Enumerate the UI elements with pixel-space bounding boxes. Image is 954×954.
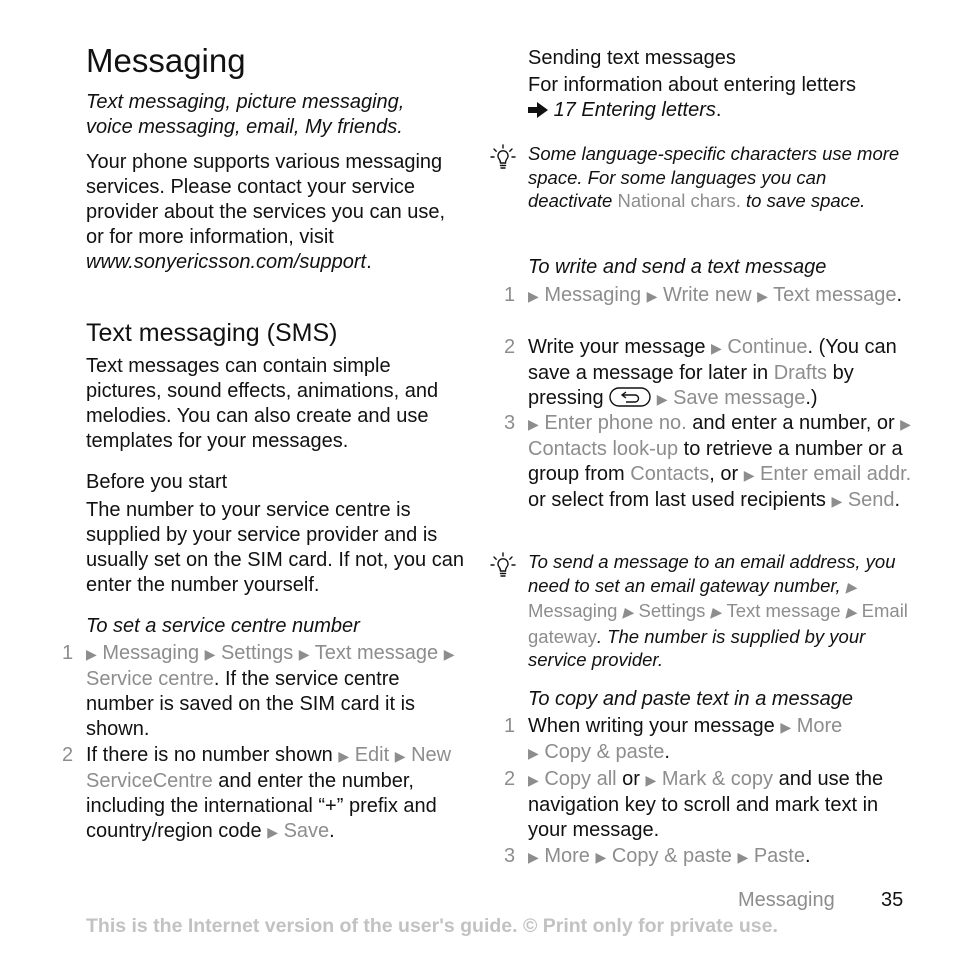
sms-paragraph: Text messages can contain simple pictures, sound effects, animations, and melodies. You can also create and use templates for your messages.: [86, 355, 439, 452]
triangle-right-icon: ▶: [528, 288, 539, 304]
menu-item: Drafts: [773, 362, 828, 384]
step-number: 2: [504, 768, 516, 790]
menu-item: Mark & copy: [661, 768, 774, 790]
triangle-right-icon: ▶: [656, 391, 668, 407]
triangle-right-icon: ▶: [780, 719, 792, 735]
menu-item: Text message: [773, 284, 897, 306]
triangle-right-icon: ▶: [711, 340, 722, 356]
menu-item: Settings: [220, 642, 294, 664]
triangle-right-icon: ▶: [743, 467, 755, 483]
menu-item: Write new: [662, 284, 752, 306]
triangle-right-icon: ▶: [646, 288, 658, 304]
copy-step-3: 3 ▶ More ▶ Copy & paste ▶ Paste.: [504, 845, 811, 867]
triangle-right-icon: ▶: [622, 604, 634, 620]
step-number: 3: [504, 412, 516, 434]
menu-item: Enter phone no.: [544, 412, 687, 434]
menu-item: Messaging: [544, 284, 642, 306]
triangle-right-icon: ▶: [737, 849, 749, 865]
triangle-right-icon: ▶: [528, 416, 539, 432]
menu-item: Contacts: [630, 463, 710, 485]
set-centre-step-1: 1 ▶ Messaging ▶ Settings ▶ Text message ▶ Service centre. If the service centre number is saved on the SIM card it is shown.: [62, 642, 455, 740]
sms-heading: Text messaging (SMS): [86, 319, 338, 347]
copy-step-1: 1 When writing your message ▶ More ▶ Copy & paste.: [504, 715, 843, 763]
arrow-right-icon: [528, 102, 548, 118]
menu-item: Text message: [314, 642, 439, 664]
triangle-right-icon: ▶: [298, 646, 310, 662]
menu-item: Enter email addr.: [760, 463, 912, 485]
triangle-right-icon: ▶: [86, 646, 97, 662]
menu-item: Save: [283, 820, 330, 842]
triangle-right-icon: ▶: [528, 745, 539, 761]
menu-item: National chars.: [617, 190, 741, 211]
step-number: 2: [504, 336, 516, 358]
menu-item: Send: [847, 489, 895, 511]
menu-item: More: [796, 715, 843, 737]
before-heading: Before you start: [86, 471, 228, 493]
tip-email-gateway: To send a message to an email address, you need to set an email gateway number, ▶ Messaging ▶ Settings ▶ Text message ▶ Email gateway. The number is supplied by your service provider.: [528, 550, 908, 672]
menu-item: Contacts look-up: [528, 438, 679, 460]
menu-item: Continue: [727, 336, 808, 358]
triangle-right-icon: ▶: [528, 849, 539, 865]
triangle-right-icon: ▶: [204, 646, 216, 662]
lightbulb-icon: [490, 552, 516, 578]
step-number: 1: [504, 715, 516, 737]
menu-item: Edit: [354, 744, 390, 766]
triangle-right-icon: ▶: [595, 849, 607, 865]
menu-item: More: [544, 845, 590, 867]
support-url: www.sonyericsson.com/support: [86, 251, 367, 273]
back-key-icon: [609, 387, 651, 407]
step-number: 1: [62, 642, 74, 664]
set-centre-step-2: 2 If there is no number shown ▶ Edit ▶ New ServiceCentre and enter the number, including the international “+” prefix and country/region code ▶ Save.: [62, 744, 452, 842]
write-heading: To write and send a text message: [528, 256, 827, 278]
tip-national-chars: Some language-specific characters use more space. For some languages you can deactivate National chars. to save space.: [528, 142, 908, 213]
support-text: Your phone supports various messaging services. Please contact your service provider about the services you can use, or for more information, visit: [86, 151, 446, 248]
triangle-right-icon: ▶: [831, 493, 843, 509]
write-step-2: 2 Write your message ▶ Continue. (You can save a message for later in Drafts by pressing ▶ Save message.): [504, 336, 897, 409]
triangle-right-icon: ▶: [338, 748, 350, 764]
internet-version-notice: This is the Internet version of the user's guide. © Print only for private use.: [86, 915, 778, 937]
reference-link[interactable]: 17 Entering letters: [553, 99, 716, 121]
lightbulb-icon: [490, 144, 516, 170]
menu-item: Messaging: [102, 642, 200, 664]
menu-item: Copy & paste: [611, 845, 732, 867]
menu-item: Service centre: [86, 668, 214, 690]
menu-item: Messaging: [528, 600, 618, 621]
step-number: 1: [504, 284, 516, 306]
footer-section-name: Messaging: [738, 889, 835, 911]
write-step-1: 1 ▶ Messaging ▶ Write new ▶ Text message.: [504, 284, 903, 306]
triangle-right-icon: ▶: [394, 748, 406, 764]
support-paragraph: Your phone supports various messaging services. Please contact your service provider about the services you can use, or for more information, visit www.sonyericsson.com/support.: [86, 151, 446, 273]
menu-item: Settings: [638, 600, 706, 621]
before-paragraph: The number to your service centre is supplied by your service provider and is usually set on the SIM card. If not, you can enter the number yourself.: [86, 499, 464, 596]
write-step-3: 3 ▶ Enter phone no. and enter a number, or ▶ Contacts look-up to retrieve a number or a group from Contacts, or ▶ Enter email addr. or select from last used recipients ▶ Send.: [504, 412, 912, 511]
copy-step-2: 2 ▶ Copy all or ▶ Mark & copy and use the navigation key to scroll and mark text in your message.: [504, 768, 884, 841]
triangle-right-icon: ▶: [710, 604, 722, 620]
menu-item: Copy all: [544, 768, 617, 790]
sending-heading: Sending text messages: [528, 47, 736, 69]
step-number: 3: [504, 845, 516, 867]
triangle-right-icon: ▶: [528, 772, 539, 788]
menu-item: Paste: [753, 845, 805, 867]
menu-item: Copy & paste: [544, 741, 665, 763]
copy-heading: To copy and paste text in a message: [528, 688, 854, 710]
page-number: 35: [881, 889, 904, 911]
triangle-right-icon: ▶: [757, 288, 768, 304]
triangle-right-icon: ▶: [845, 578, 857, 595]
menu-item: New ServiceCentre: [86, 744, 452, 792]
set-centre-heading: To set a service centre number: [86, 615, 360, 637]
triangle-right-icon: ▶: [443, 646, 455, 662]
page-title: Messaging: [86, 42, 246, 79]
menu-item: Email gateway: [528, 600, 908, 647]
triangle-right-icon: ▶: [645, 772, 657, 788]
triangle-right-icon: ▶: [900, 416, 911, 432]
step-number: 2: [62, 744, 74, 766]
chapter-intro: Text messaging, picture messaging, voice messaging, email, My friends.: [86, 91, 405, 138]
triangle-right-icon: ▶: [267, 824, 279, 840]
menu-item: Text message: [726, 600, 841, 621]
menu-item: Save message: [673, 387, 806, 409]
triangle-right-icon: ▶: [845, 604, 857, 620]
sending-paragraph: For information about entering letters 17 Entering letters.: [528, 74, 856, 121]
